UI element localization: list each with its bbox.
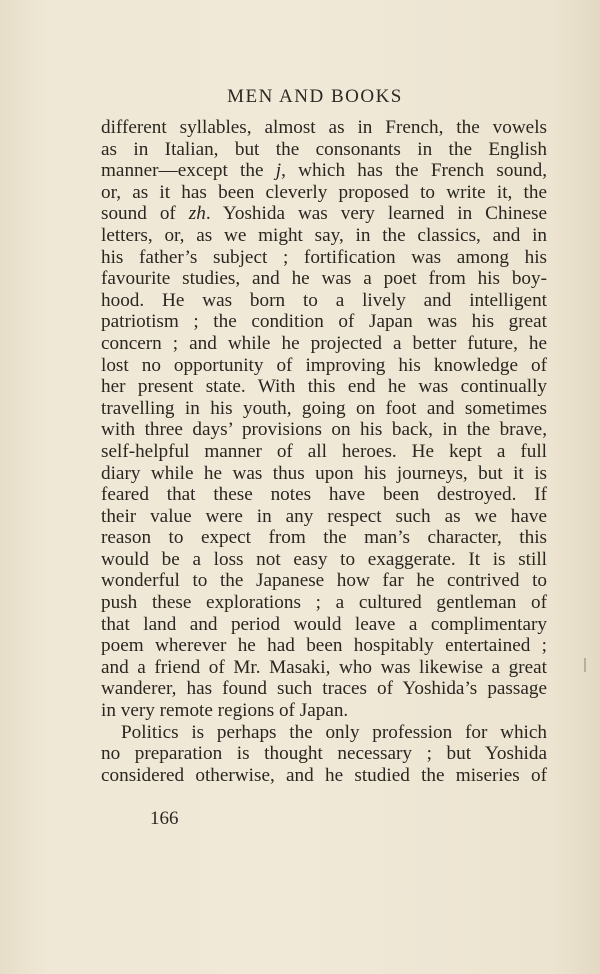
text-line: hood. He was born to a lively and intelligent: [101, 289, 547, 311]
text-line: letters, or, as we might say, in the classics, and in: [101, 224, 547, 246]
text-line: as in Italian, but the consonants in the English: [101, 138, 547, 160]
text-line: their value were in any respect such as we have: [101, 505, 547, 527]
text-line: no preparation is thought necessary ; but Yoshida: [101, 743, 547, 765]
text-line: reason to expect from the man’s character, this: [101, 527, 547, 549]
text-line: lost no opportunity of improving his knowledge of: [101, 354, 547, 376]
text-line: patriotism ; the condition of Japan was his great: [101, 311, 547, 333]
text-line: travelling in his youth, going on foot and sometimes: [101, 397, 547, 419]
text-line: her present state. With this end he was continually: [101, 376, 547, 398]
text-line: different syllables, almost as in French, the vowels: [101, 117, 547, 138]
text-line: sound of zh. Yoshida was very learned in Chinese: [101, 203, 547, 225]
text-line: would be a loss not easy to exaggerate. It is still: [101, 548, 547, 570]
text-line: considered otherwise, and he studied the miseries of: [101, 764, 547, 786]
text-line: his father’s subject ; fortification was among his: [101, 246, 547, 268]
text-line: wanderer, has found such traces of Yoshida’s passage: [101, 678, 547, 700]
body-text: [101, 117, 547, 786]
text-line: favourite studies, and he was a poet from his boy-: [101, 268, 547, 290]
text-line: diary while he was thus upon his journeys, but it is: [101, 462, 547, 484]
text-line: poem wherever he had been hospitably entertained ;: [101, 635, 547, 657]
text-line: and a friend of Mr. Masaki, who was likewise a great: [101, 656, 547, 678]
running-head: MEN AND BOOKS: [227, 86, 403, 107]
text-line: push these explorations ; a cultured gentleman of: [101, 592, 547, 614]
text-line: or, as it has been cleverly proposed to write it, the: [101, 181, 547, 203]
paper-blemish: [584, 658, 586, 672]
text-line: wonderful to the Japanese how far he contrived to: [101, 570, 547, 592]
text-line: manner—except the j, which has the French sound,: [101, 160, 547, 182]
text-line: Politics is perhaps the only profession for which: [121, 721, 547, 743]
page-number: 166: [150, 808, 179, 829]
text-line: feared that these notes have been destroyed. If: [101, 484, 547, 506]
text-line: self-helpful manner of all heroes. He kept a full: [101, 440, 547, 462]
text-line: in very remote regions of Japan.: [101, 700, 349, 722]
text-line: that land and period would leave a complimentary: [101, 613, 547, 635]
text-line: with three days’ provisions on his back, in the brave,: [101, 419, 547, 441]
text-line: concern ; and while he projected a better future, he: [101, 332, 547, 354]
